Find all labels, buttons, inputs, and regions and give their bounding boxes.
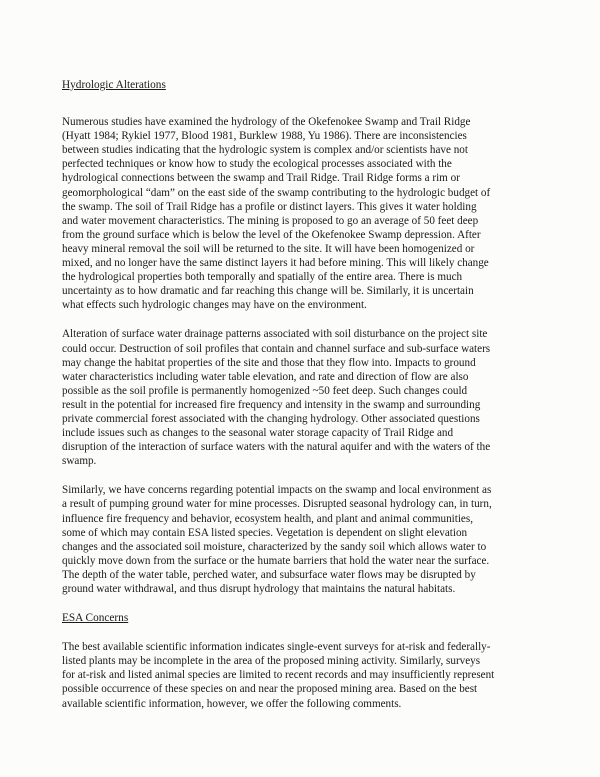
text-line: result in the potential for increased fire frequency and intensity in the swamp and surrounding (62, 398, 481, 411)
text-line: from the ground surface which is below the level of the Okefenokee Swamp depression. After (62, 228, 481, 241)
text-line: Alteration of surface water drainage patterns associated with soil disturbance on the project site (62, 328, 488, 341)
text-line: include issues such as changes to the seasonal water storage capacity of Trail Ridge and (62, 427, 454, 440)
text-line: ground water withdrawal, and thus disrupt hydrology that maintains the natural habitats. (62, 583, 456, 595)
text-line: disruption of the interaction of surface waters with the natural aquifer and with the waters of the (62, 441, 491, 454)
text-line: water characteristics including water table elevation, and rate and direction of flow are also (62, 370, 469, 383)
paragraph-hydrology-studies (62, 115, 544, 312)
text-line: heavy mineral removal the soil will be returned to the site. It will have been homogenized or (62, 242, 475, 255)
text-line: influence fire frequency and behavior, ecosystem health, and plant and animal communities, (62, 512, 473, 525)
text-line: listed plants may be incomplete in the area of the proposed mining activity. Similarly, surveys (62, 655, 481, 668)
text-line: private commercial forest associated with the changing hydrology. Other associated questions (62, 412, 480, 425)
text-line: (Hyatt 1984; Rykiel 1977, Blood 1981, Burklew 1988, Yu 1986). There are inconsistencies (62, 130, 467, 143)
text-line: possible as the soil profile is permanently homogenized ~50 feet deep. Such changes could (62, 384, 468, 397)
paragraph-ground-water-pumping (62, 483, 544, 596)
text-line: Similarly, we have concerns regarding potential impacts on the swamp and local environment as (62, 484, 492, 497)
text-line: geomorphological “dam” on the east side of the swamp contributing to the hydrologic budget of (62, 186, 491, 199)
text-line: quickly move down from the surface or the humate barriers that hold the water near the surface. (62, 554, 490, 567)
text-line: the hydrological properties both temporally and spatially of the entire area. There is much (62, 271, 463, 284)
section-heading-esa-concerns: ESA Concerns (62, 612, 129, 625)
text-line: may change the habitat properties of the site and those that they flow into. Impacts to ground (62, 356, 476, 369)
text-line: uncertainty as to how dramatic and far reaching this change will be. Similarly, it is uncertain (62, 285, 474, 298)
text-line: between studies indicating that the hydrologic system is complex and/or scientists have not (62, 144, 468, 157)
text-line: swamp. (62, 455, 97, 468)
text-line: mixed, and no longer have the same distinct layers it had before mining. This will likely change (62, 257, 489, 270)
paragraph-surface-drainage (62, 327, 544, 468)
text-line: perfected techniques or know how to study the ecological processes associated with the (62, 158, 452, 171)
text-line: what effects such hydrologic changes may have on the environment. (62, 299, 367, 312)
text-line: some of which may contain ESA listed species. Vegetation is dependent on slight elevation (62, 526, 468, 539)
text-line: a result of pumping ground water for mine processes. Disrupted seasonal hydrology can, in turn, (62, 498, 492, 511)
text-line: changes and the associated soil moisture, characterized by the sandy soil which allows water to (62, 540, 487, 553)
text-line: hydrological connections between the swamp and Trail Ridge. Trail Ridge forms a rim or (62, 172, 460, 185)
paragraph-esa-surveys (62, 640, 544, 710)
text-line: possible occurrence of these species on and near the proposed mining area. Based on the best (62, 683, 478, 696)
text-line: and water movement characteristics. The mining is proposed to go an average of 50 feet deep (62, 214, 479, 227)
text-line: could occur. Destruction of soil profiles that contain and channel surface and sub-surface waters (62, 342, 491, 355)
text-line: the swamp. The soil of Trail Ridge has a profile or distinct layers. This gives it water holding (62, 200, 477, 213)
text-line: The best available scientific information indicates single-event surveys for at-risk and federally- (62, 641, 491, 654)
document-page (62, 78, 544, 711)
text-line: for at-risk and listed animal species are limited to recent records and may insufficiently represent (62, 669, 495, 682)
section-heading-hydrologic-alterations: Hydrologic Alterations (62, 79, 166, 91)
text-line: Numerous studies have examined the hydrology of the Okefenokee Swamp and Trail Ridge (62, 116, 471, 129)
text-line: available scientific information, however, we offer the following comments. (62, 697, 402, 710)
text-line: The depth of the water table, perched water, and subsurface water flows may be disrupted by (62, 568, 476, 581)
